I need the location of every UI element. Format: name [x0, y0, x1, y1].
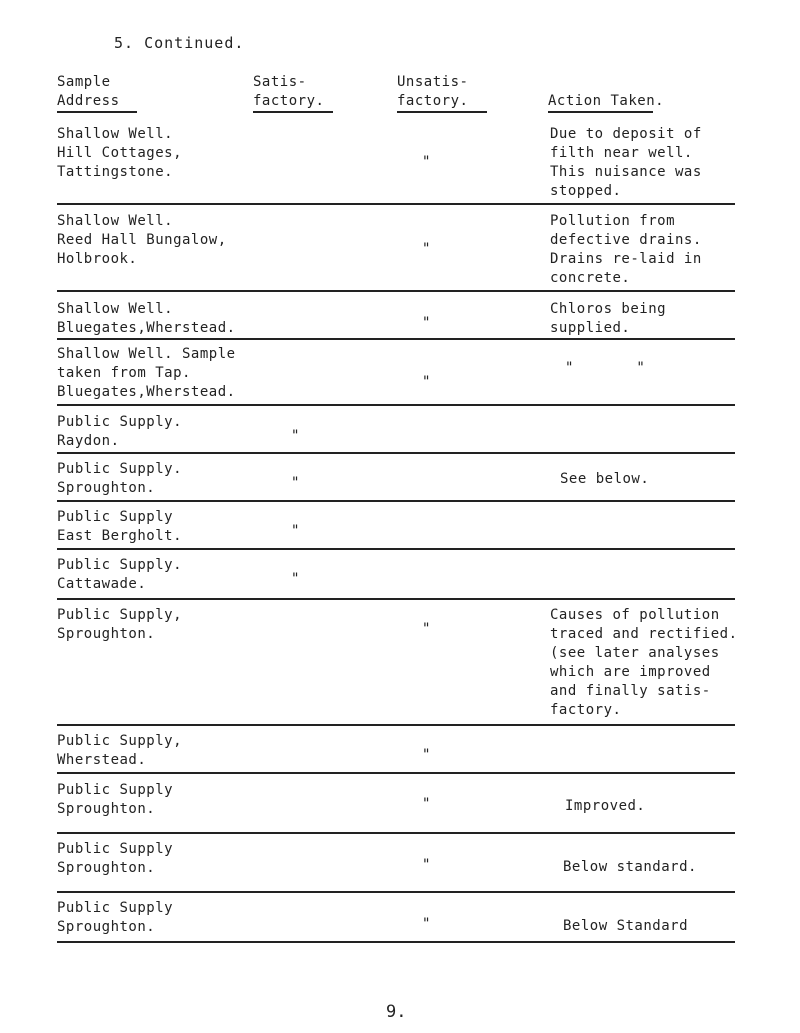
header-underline: [57, 111, 137, 113]
sample-address: Public Supply Sproughton.: [57, 782, 174, 817]
action-taken: See below.: [560, 471, 650, 487]
sample-address: Shallow Well. Sample taken from Tap. Bluegates,Wherstead.: [57, 346, 236, 400]
sample-address: Public Supply. Raydon.: [57, 414, 183, 449]
sample-address: Public Supply East Bergholt.: [57, 509, 183, 544]
page-heading: 5. Continued.: [114, 34, 245, 52]
action-taken: Chloros being supplied.: [550, 301, 667, 336]
sample-address: Public Supply. Cattawade.: [57, 557, 183, 592]
action-taken: Improved.: [565, 798, 646, 814]
column-header-unsatisfactory: Unsatis- factory.: [397, 74, 469, 109]
unsatisfactory-ditto-mark: ": [422, 857, 431, 873]
column-header-address: Sample Address: [57, 74, 120, 109]
row-divider: [57, 290, 735, 292]
row-divider: [57, 404, 735, 406]
sample-address: Shallow Well. Hill Cottages, Tattingstone.: [57, 126, 183, 180]
action-taken: Below Standard: [563, 918, 689, 934]
satisfactory-ditto-mark: ": [291, 571, 300, 587]
row-divider: [57, 338, 735, 340]
action-taken: Below standard.: [563, 859, 697, 875]
row-divider: [57, 891, 735, 893]
action-taken: Causes of pollution traced and rectified. (see later analyses which are improved and finally satis- factory.: [550, 607, 738, 718]
satisfactory-ditto-mark: ": [291, 475, 300, 491]
row-divider: [57, 598, 735, 600]
sample-address: Public Supply Sproughton.: [57, 900, 174, 935]
header-underline: [397, 111, 487, 113]
unsatisfactory-ditto-mark: ": [422, 747, 431, 763]
action-taken: Due to deposit of filth near well. This nuisance was stopped.: [550, 126, 702, 199]
page-number: 9.: [386, 1002, 407, 1022]
header-underline: [548, 111, 653, 113]
row-divider: [57, 548, 735, 550]
row-divider: [57, 203, 735, 205]
action-taken: Pollution from defective drains. Drains re-laid in concrete.: [550, 213, 702, 286]
unsatisfactory-ditto-mark: ": [422, 621, 431, 637]
row-divider: [57, 832, 735, 834]
column-header-action: Action Taken.: [548, 93, 665, 109]
satisfactory-ditto-mark: ": [291, 428, 300, 444]
unsatisfactory-ditto-mark: ": [422, 154, 431, 170]
sample-address: Shallow Well. Bluegates,Wherstead.: [57, 301, 236, 336]
row-divider: [57, 500, 735, 502]
sample-address: Public Supply Sproughton.: [57, 841, 174, 876]
header-underline: [253, 111, 333, 113]
row-divider: [57, 772, 735, 774]
sample-address: Public Supply, Wherstead.: [57, 733, 183, 768]
row-divider: [57, 452, 735, 454]
unsatisfactory-ditto-mark: ": [422, 374, 431, 390]
sample-address: Public Supply. Sproughton.: [57, 461, 183, 496]
satisfactory-ditto-mark: ": [291, 523, 300, 539]
sample-address: Shallow Well. Reed Hall Bungalow, Holbrook.: [57, 213, 227, 267]
unsatisfactory-ditto-mark: ": [422, 916, 431, 932]
unsatisfactory-ditto-mark: ": [422, 796, 431, 812]
row-divider: [57, 941, 735, 943]
column-header-satisfactory: Satis- factory.: [253, 74, 325, 109]
action-taken: " ": [565, 360, 646, 376]
sample-address: Public Supply, Sproughton.: [57, 607, 183, 642]
row-divider: [57, 724, 735, 726]
unsatisfactory-ditto-mark: ": [422, 315, 431, 331]
unsatisfactory-ditto-mark: ": [422, 241, 431, 257]
